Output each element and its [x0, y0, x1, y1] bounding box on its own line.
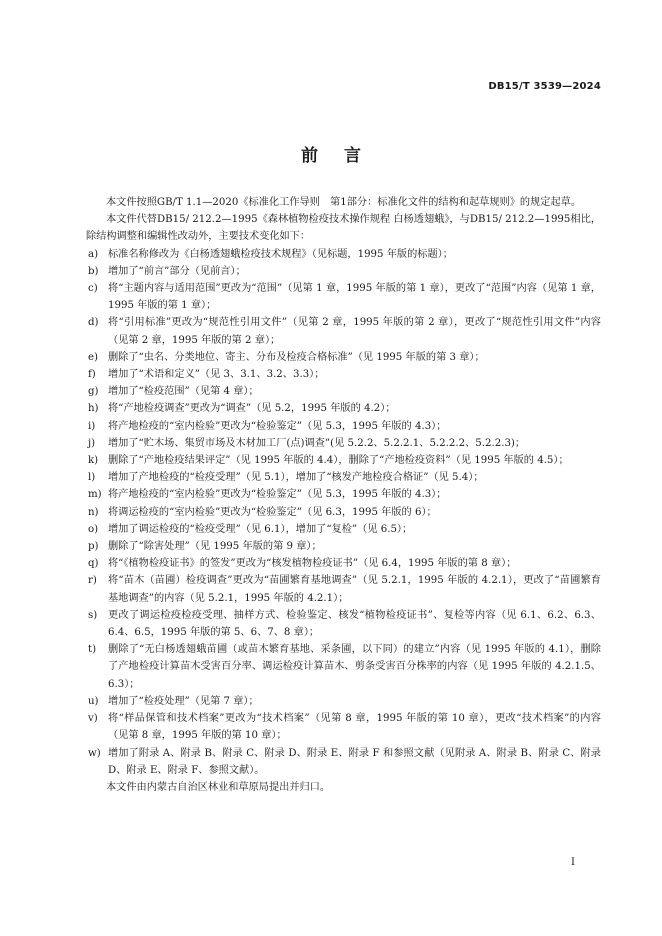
list-item: [86, 400, 601, 417]
list-item-text: 增加了“术语和定义”（见 3、3.1、3.2、3.3）；: [108, 369, 325, 381]
list-item-marker: r): [88, 575, 97, 587]
list-item-marker: i): [88, 420, 96, 432]
list-item: [86, 314, 601, 348]
list-item-text: 增加了“检疫范围”（见第 4 章）；: [108, 386, 259, 398]
list-item-marker: d): [88, 317, 99, 329]
list-item-marker: s): [88, 609, 98, 621]
list-item: [86, 607, 601, 641]
list-item-marker: o): [88, 523, 99, 535]
list-item-text: 更改了调运检疫检疫受理、抽样方式、检验鉴定、核发“植物检疫证书”、复检等内容（见 6.1、6.2、6.3、6.4、6.5，1995 年版的第 5、6、7、8 章）；: [108, 609, 601, 639]
list-item-marker: h): [88, 403, 99, 415]
standard-code: DB15/T 3539—2024: [488, 81, 601, 92]
list-item: [86, 538, 601, 555]
list-item: [86, 641, 601, 693]
list-item-marker: a): [88, 248, 99, 260]
list-item: [86, 418, 601, 435]
list-item-text: 增加了“检疫处理”（见第 7 章）；: [108, 695, 259, 707]
list-item: [86, 383, 601, 400]
list-item-marker: m): [88, 489, 102, 501]
list-item: [86, 349, 601, 366]
list-item-text: 删除了“虫名、分类地位、寄主、分布及检疫合格标准”（见 1995 年版的第 3 章）；: [108, 351, 485, 363]
list-item-text: 增加了附录 A、附录 B、附录 C、附录 D、附录 E、附录 F 和参照文献（见附录 A、附录 B、附录 C、附录 D、附录 E、附录 F、参照文献）。: [108, 747, 601, 776]
list-item-text: 将“《植物检疫证书》的签发”更改为“核发植物检疫证书”（见 6.4，1995 年版的第 8 章）；: [108, 558, 517, 570]
list-item-text: 标准名称修改为《白杨透翅蛾检疫技术规程》（见标题，1995 年版的标题）；: [108, 248, 453, 260]
list-item: [86, 504, 601, 521]
list-item-text: 增加了产地检疫的“检疫受理”（见 5.1），增加了“核发产地检疫合格证”（见 5.4）；: [108, 472, 484, 484]
scope-paragraph: 本文件按照GB/T 1.1—2020《标准化工作导则 第1部分：标准化文件的结构和起草规则》的规定起草。: [106, 197, 582, 208]
list-item: [86, 555, 601, 572]
list-item-text: 删除了“产地检疫结果评定”（见 1995 年版的 4.4），删除了“产地检疫资料”（见 1995 年版的 4.5）；: [108, 455, 569, 467]
list-item-text: 将“主题内容与适用范围”更改为“范围”（见第 1 章，1995 年版的第 1 章），更改了“范围”内容（见第 1 章，1995 年版的第 1 章）；: [108, 283, 601, 312]
list-item: [86, 263, 601, 280]
list-item: [86, 435, 601, 452]
list-item: [86, 693, 601, 710]
list-item-text: 删除了“除害处理”（见 1995 年版的第 9 章）；: [108, 541, 322, 553]
list-item: [86, 366, 601, 383]
list-item-marker: e): [88, 351, 99, 363]
closing-paragraph: 本文件由内蒙古自治区林业和草原局提出并归口。: [106, 781, 331, 793]
list-item: [86, 486, 601, 503]
list-item-marker: q): [88, 558, 99, 570]
list-item-marker: p): [88, 541, 99, 553]
list-item-marker: j): [88, 437, 96, 449]
list-item-marker: v): [88, 713, 98, 725]
document-body: [86, 194, 601, 796]
list-item-text: 将调运检疫的“室内检验”更改为“检验鉴定”（见 6.3，1995 年版的 6）；: [108, 506, 437, 518]
page-number: I: [571, 857, 575, 868]
list-item-marker: f): [88, 369, 96, 381]
list-item: [86, 710, 601, 744]
list-item-text: 将“苗木（苗圃）检疫调查”更改为“苗圃繁育基地调查”（见 5.2.1，1995 年版的 4.2.1），更改了“苗圃繁育基地调查”的内容（见 5.2.1，1995 年版的 4.2.1）；: [108, 575, 601, 604]
list-item-marker: l): [88, 472, 96, 484]
list-item-text: 将产地检疫的“室内检验”更改为“检验鉴定”（见 5.3，1995 年版的 4.3）；: [108, 489, 447, 501]
list-item-text: 增加了“前言”部分（见前言）；: [108, 265, 246, 277]
list-item-text: 将“引用标准”更改为“规范性引用文件”（见第 2 章，1995 年版的第 2 章），更改了“规范性引用文件”内容（见第 2 章，1995 年版的第 2 章）；: [108, 317, 601, 346]
changes-list: [86, 246, 601, 779]
list-item: [86, 469, 601, 486]
list-item-marker: g): [88, 386, 99, 398]
list-item-text: 将“产地检疫调查”更改为“调查”（见 5.2，1995 年版的 4.2）；: [108, 403, 396, 415]
list-item-text: 将产地检疫的“室内检验”更改为“检验鉴定”（见 5.3，1995 年版的 4.3）；: [108, 420, 447, 432]
list-item-marker: n): [88, 506, 99, 518]
list-item: [86, 572, 601, 606]
replacement-paragraph: 本文件代替DB15/ 212.2—1995《森林植物检疫技术操作规程 白杨透翅蛾》，与DB15/ 212.2—1995相比，除结构调整和编辑性改动外，主要技术变化如下：: [86, 214, 601, 243]
list-item-marker: t): [88, 644, 97, 656]
list-item: [86, 521, 601, 538]
list-item-text: 删除了“无白杨透翅蛾苗圃（或苗木繁育基地、采条圃，以下同）的建立”内容（见 1995 年版的 4.1），删除了产地检疫计算苗木受害百分率、调运检疫计算苗木、剪条受害百分株率的内容（见 1995 年版的 4.2.1.5、6.3）；: [108, 644, 601, 690]
list-item-marker: w): [88, 747, 101, 759]
list-item-marker: u): [88, 695, 99, 707]
list-item: [86, 246, 601, 263]
list-item-marker: k): [88, 455, 99, 467]
list-item-text: 增加了调运检疫的“检疫受理”（见 6.1），增加了“复检”（见 6.5）；: [108, 523, 413, 535]
list-item-marker: b): [88, 265, 99, 277]
page-title: 前言: [301, 146, 387, 166]
list-item: [86, 745, 601, 779]
list-item-text: 增加了“贮木场、集贸市场及木材加工厂(点)调查”(见 5.2.2、5.2.2.1、5.2.2.2、5.2.2.3)；: [108, 437, 526, 449]
list-item: [86, 452, 601, 469]
list-item-marker: c): [88, 283, 98, 295]
list-item-text: 将“样品保管和技术档案”更改为“技术档案”（见第 8 章，1995 年版的第 10 章），更改“技术档案”的内容（见第 8 章，1995 年版的第 10 章）；: [108, 713, 601, 742]
list-item: [86, 280, 601, 314]
